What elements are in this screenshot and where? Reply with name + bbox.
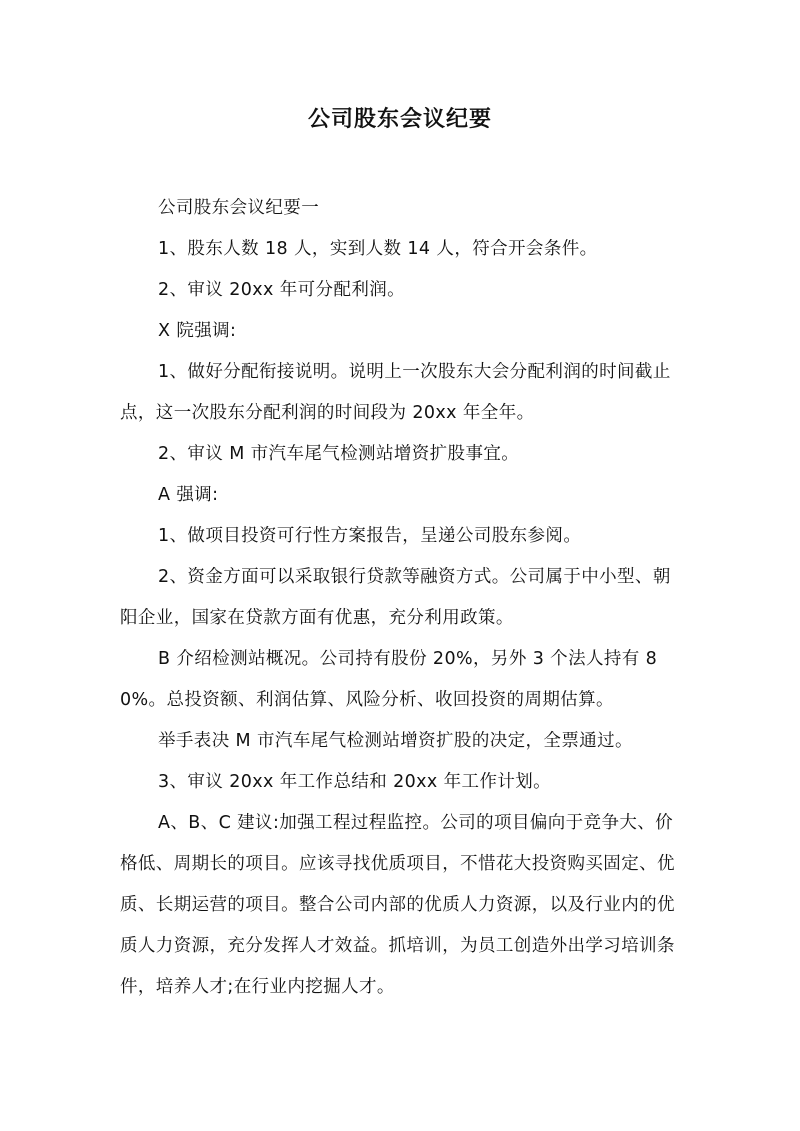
paragraph-profit-review: 2、审议 20xx 年可分配利润。 [158, 280, 406, 300]
paragraph-capital-increase: 2、审议 M 市汽车尾气检测站增资扩股事宜。 [158, 444, 520, 464]
paragraph-subtitle: 公司股东会议纪要一 [158, 198, 320, 218]
paragraph-vote: 举手表决 M 市汽车尾气检测站增资扩股的决定，全票通过。 [158, 731, 633, 751]
paragraph-abc-suggestions: A、B、C 建议:加强工程过程监控。公司的项目偏向于竞争大、价格低、周期长的项目。应该寻找优质项目，不惜花大投资购买固定、优质、长期运营的项目。整合公司内部的优质人力资源，以及行业内的优质人力资源，充分发挥人才效益。抓培训，为员工创造外出学习培训条件，培养人才;在行业内挖掘人才。 [120, 813, 675, 997]
document-title: 公司股东会议纪要 [307, 107, 492, 132]
paragraph-financing: 2、资金方面可以采取银行贷款等融资方式。公司属于中小型、朝阳企业，国家在贷款方面有优惠，充分利用政策。 [120, 567, 671, 628]
paragraph-x-emphasis: X 院强调: [158, 321, 237, 341]
paragraph-feasibility-report: 1、做项目投资可行性方案报告，呈递公司股东参阅。 [158, 526, 582, 546]
document-body [120, 188, 688, 1008]
paragraph-a-emphasis: A 强调: [158, 485, 219, 505]
paragraph-distribution-note: 1、做好分配衔接说明。说明上一次股东大会分配利润的时间截止点，这一次股东分配利润的时间段为 20xx 年全年。 [120, 362, 671, 423]
paragraph-station-overview: B 介绍检测站概况。公司持有股份 20%，另外 3 个法人持有 80%。总投资额、利润估算、风险分析、收回投资的周期估算。 [120, 649, 658, 710]
paragraph-attendance: 1、股东人数 18 人，实到人数 14 人，符合开会条件。 [158, 239, 598, 259]
paragraph-work-plan: 3、审议 20xx 年工作总结和 20xx 年工作计划。 [158, 772, 552, 792]
